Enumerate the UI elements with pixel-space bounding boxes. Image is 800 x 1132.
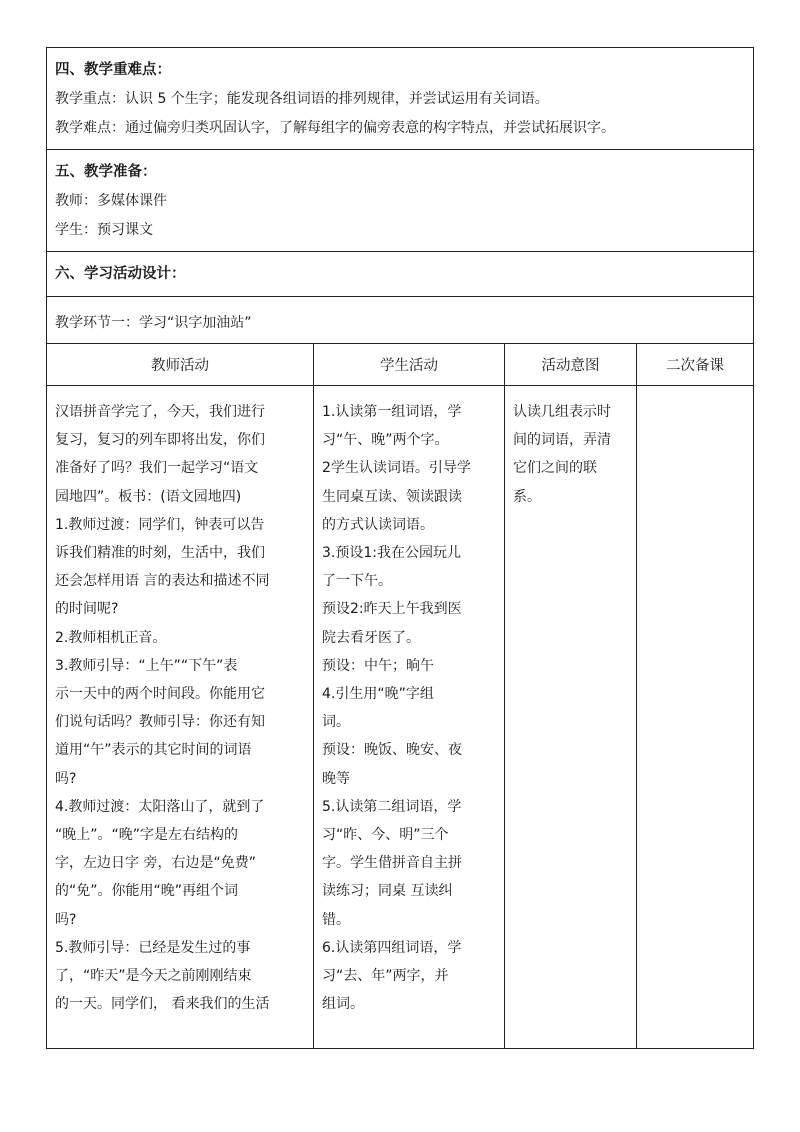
student-line: 习“午、晚”两个字。 [322, 432, 449, 449]
column-header-revision: 二次备课 [637, 344, 754, 386]
student-prep-line: 学生：预习课文 [55, 222, 153, 238]
difficult-point-line: 教学难点：通过偏旁归类巩固认字，了解每组字的偏旁表意的构字特点，并尝试拓展识字。 [55, 120, 615, 136]
teacher-line: 5.教师引导：已经是发生过的事 [55, 939, 251, 956]
segment-title [47, 297, 754, 344]
key-point-line: 教学重点：认识 5 个生字；能发现各组词语的排列规律，并尝试运用有关词语。 [55, 91, 549, 107]
section-preparation [47, 150, 754, 252]
student-line: 习“去、年”两字，并 [322, 968, 449, 985]
teacher-line: 字，左边日字 旁，右边是“免费” [55, 855, 256, 872]
column-header-teacher: 教师活动 [47, 344, 314, 386]
teacher-line: 示一天中的两个时间段。你能用它 [55, 686, 265, 703]
section-heading: 六、学习活动设计： [55, 266, 186, 282]
section-heading: 四、教学重难点： [55, 62, 171, 78]
student-line: 1.认读第一组词语，学 [322, 404, 462, 420]
student-line: 3.预设1:我在公园玩儿 [322, 545, 461, 562]
teacher-line: 园地四”。板书：(语文园地四) [55, 488, 242, 505]
second-revision-cell [637, 386, 754, 1049]
column-header-intent: 活动意图 [505, 344, 637, 386]
teacher-line: 吗? [55, 911, 77, 928]
teacher-line: 诉我们精准的时刻，生活中，我们 [55, 545, 265, 562]
teacher-line: 2.教师相机正音。 [55, 629, 167, 646]
teacher-line: 吗? [55, 770, 77, 787]
teacher-line: 道用“午”表示的其它时间的词语 [55, 742, 252, 759]
teacher-prep-line: 教师：多媒体课件 [55, 193, 167, 209]
teacher-line: “晚上”。“晚”字是左右结构的 [55, 827, 239, 844]
student-line: 组词。 [322, 996, 364, 1013]
student-line: 预设：中午；晌午 [322, 657, 434, 674]
student-line: 院去看牙医了。 [322, 629, 420, 646]
teacher-line: 汉语拼音学完了，今天，我们进行 [55, 404, 265, 420]
teacher-line: 了，“昨天”是今天之前刚刚结束 [55, 968, 252, 985]
intent-line: 系。 [513, 488, 541, 505]
student-line: 了一下午。 [322, 573, 392, 590]
intent-line: 间的词语，弄清 [513, 432, 611, 449]
student-line: 预设2:昨天上午我到医 [322, 601, 462, 618]
student-line: 读练习；同桌 互读纠 [322, 883, 453, 900]
intent-line: 认读几组表示时 [513, 404, 611, 420]
intent-line: 它们之间的联 [513, 460, 597, 477]
teacher-line: 3.教师引导：“上午”“下午”表 [55, 657, 238, 674]
student-line: 4.引生用“晚”字组 [322, 686, 434, 703]
student-line: 词。 [322, 714, 350, 731]
student-line: 错。 [322, 911, 350, 928]
column-header-student: 学生活动 [314, 344, 505, 386]
teacher-line: 复习，复习的列车即将出发，你们 [55, 432, 265, 449]
lesson-plan-table [46, 47, 754, 1049]
student-line: 习“昨、今、明”三个 [322, 827, 449, 844]
student-line: 5.认读第二组词语，学 [322, 798, 462, 815]
lesson-plan-page [46, 47, 753, 1049]
student-line: 6.认读第四组词语，学 [322, 939, 462, 956]
student-line: 晚等 [322, 770, 350, 787]
teacher-line: 的时间呢? [55, 601, 119, 618]
teacher-line: 们说句话吗？教师引导：你还有知 [55, 714, 265, 731]
teacher-line: 的一天。同学们， 看来我们的生活 [55, 996, 270, 1013]
student-line: 字。学生借拼音自主拼 [322, 855, 462, 872]
student-line: 2学生认读词语。引导学 [322, 460, 471, 477]
segment-title-text: 教学环节一：学习“识字加油站” [55, 315, 252, 331]
teacher-line: 1.教师过渡：同学们，钟表可以告 [55, 516, 265, 533]
student-line: 的方式认读词语。 [322, 516, 434, 533]
teacher-line: 准备好了吗？我们一起学习“语文 [55, 460, 259, 477]
section-key-difficult-points [47, 48, 754, 150]
teacher-line: 的“免”。你能用“晚”再组个词 [55, 883, 239, 900]
student-line: 生同桌互读、领读跟读 [322, 488, 462, 505]
teacher-line: 还会怎样用语 言的表达和描述不同 [55, 573, 270, 590]
teacher-activity-cell [47, 386, 314, 1049]
activity-intent-cell [505, 386, 637, 1049]
section-activity-design [47, 252, 754, 297]
teacher-line: 4.教师过渡：太阳落山了，就到了 [55, 798, 265, 815]
student-line: 预设：晚饭、晚安、夜 [322, 742, 462, 759]
student-activity-cell [314, 386, 505, 1049]
section-heading: 五、教学准备： [55, 164, 157, 180]
